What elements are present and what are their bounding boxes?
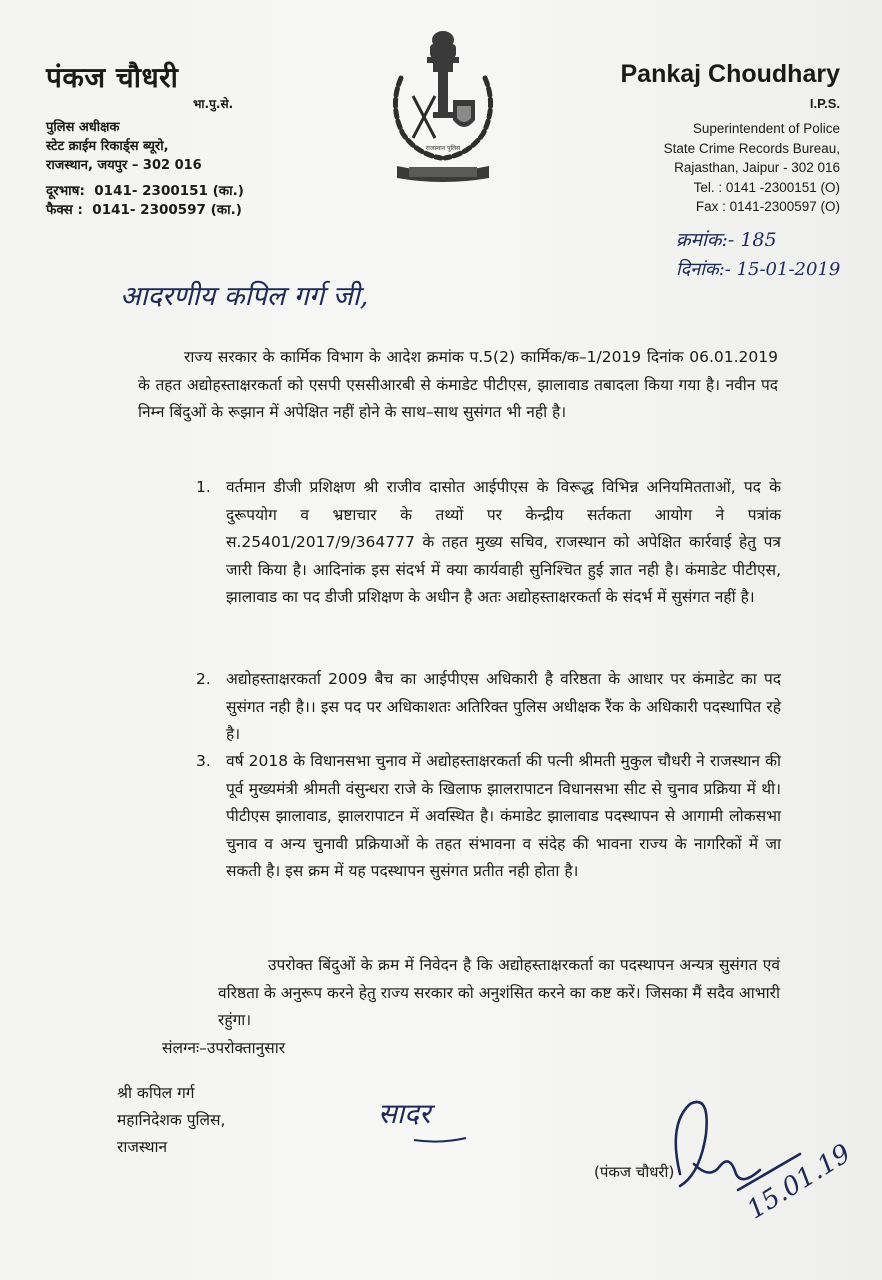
english-phone: Tel. : 0141 -2300151 (O) (693, 179, 840, 195)
handwritten-date: दिनांक:- 15-01-2019 (676, 259, 841, 280)
english-address-block (664, 119, 840, 217)
closing-paragraph: उपरोक्त बिंदुओं के क्रम में निवेदन है कि अद्योहस्ताक्षरकर्ता का पदस्थापन अन्यत्र सुसंगत एवं वरिष्ठता के अनुरूप करने हेतु राज्य सरकार को अनुशंसित करने का कष्ट करें। जिसका मैं सदैव आभारी रहुंगा। (218, 956, 780, 1029)
addressee-block (117, 1080, 225, 1161)
point-text: अद्योहस्ताक्षरकर्ता 2009 बैच का आईपीएस अधिकारी है वरिष्ठता के आधार पर कंमाडेट का पद सुसंगत नही है।। इस पद पर अधिकाशतः अतिरिक्त पुलिस अधीक्षक रैंक के अधिकारी पदस्थापित रहे है। (226, 670, 781, 743)
list-item (196, 666, 781, 749)
hindi-fax: फैक्स : 0141- 2300597 (का.) (46, 202, 242, 218)
point-number: 1. (196, 478, 211, 496)
handwritten-salutation: आदरणीय कपिल गर्ग जी, (120, 281, 369, 312)
english-service: I.P.S. (809, 96, 840, 111)
signatory-name: (पंकज चौधरी) (594, 1163, 675, 1181)
point-text: वर्तमान डीजी प्रशिक्षण श्री राजीव दासोत आईपीएस के विरूद्ध विभिन्न अनियमितताओं, पद के दुरूपयोग व भ्रष्टाचार के तथ्यों पर केन्द्रीय सर्तकता आयोग ने पत्रांक स.25401/2017/9/364777 के तहत मुख्य सचिव, राजस्थान को अपेक्षित कार्रवाई हेतु पत्र जारी किया है। आदिनांक इस संदर्भ में क्या कार्यवाही सुनिश्चित हुई ज्ञात नही है। कंमाडेट पीटीएस, झालावाड का पद डीजी प्रशिक्षण के अधीन है अतः अद्योहस्ताक्षरकर्ता के संदर्भ में सुसंगत नहीं है। (226, 478, 781, 606)
addressee-name: श्री कपिल गर्ग (117, 1084, 195, 1102)
hindi-phone: दूरभाष: 0141- 2300151 (का.) (46, 183, 244, 199)
addressee-designation: महानिदेशक पुलिस, (117, 1111, 226, 1129)
hindi-location: राजस्थान, जयपुर – 302 016 (46, 158, 202, 173)
rajasthan-police-emblem-icon (383, 26, 503, 184)
sadar-underline (410, 1134, 470, 1146)
point-number: 2. (196, 670, 211, 688)
english-officer-name: Pankaj Choudhary (620, 60, 840, 88)
english-location: Rajasthan, Jaipur - 302 016 (674, 160, 840, 175)
hindi-service: भा.पु.से. (193, 97, 234, 111)
hindi-office: स्टेट क्राईम रिकार्ड्स ब्यूरो, (46, 139, 169, 154)
english-designation: Superintendent of Police (692, 121, 840, 136)
english-office: State Crime Records Bureau, (663, 140, 840, 156)
hindi-designation: पुलिस अधीक्षक (46, 120, 120, 135)
list-item (196, 474, 781, 612)
handwritten-ref-number: क्रमांक:- 185 (676, 229, 777, 251)
hindi-address-block (46, 118, 202, 175)
hindi-contact-block (46, 182, 244, 220)
intro-paragraph: राज्य सरकार के कार्मिक विभाग के आदेश क्रमांक प.5(2) कार्मिक/क–1/2019 दिनांक 06.01.2019 के तहत अद्योहस्ताक्षरकर्ता को एसपी एससीआरबी से कंमाडेट पीटीएस, झालावाड तबादला किया गया है। नवीन पद निम्न बिंदुओं के रूझान में अपेक्षित नहीं होने के साथ–साथ सुसंगत भी नही है। (138, 348, 778, 421)
handwritten-sadar: सादर (378, 1097, 431, 1130)
signature-date: 15.01.19 (742, 1138, 857, 1226)
english-fax: Fax : 0141-2300597 (O) (695, 199, 840, 214)
emblem-motto: राजस्थान पुलिस (425, 145, 461, 152)
point-number: 3. (196, 752, 211, 770)
point-text: वर्ष 2018 के विधानसभा चुनाव में अद्योहस्ताक्षरकर्ता की पत्नी श्रीमती मुकुल चौधरी ने राजस्थान की पूर्व मुख्यमंत्री श्रीमती वंसुन्धरा राजे के खिलाफ झालरापाटन विधानसभा सीट से चुनाव प्रक्रिया में थी। पीटीएस झालावाड, झालरापाटन में अवस्थित है। कंमाडेट झालावाड पदस्थापन से आगामी लोकसभा चुनाव व अन्य चुनावी प्रक्रियाओं के तहत संभावना व संदेह की भावना राज्य के नागरिकों में जा सकती है। इस क्रम में यह पदस्थापन सुसंगत प्रतीत नही होता है। (226, 752, 781, 880)
enclosure-note: संलग्नः–उपरोक्तानुसार (162, 1039, 286, 1057)
list-item (196, 748, 781, 886)
hindi-officer-name: पंकज चौधरी (46, 61, 179, 94)
addressee-state: राजस्थान (117, 1138, 168, 1156)
